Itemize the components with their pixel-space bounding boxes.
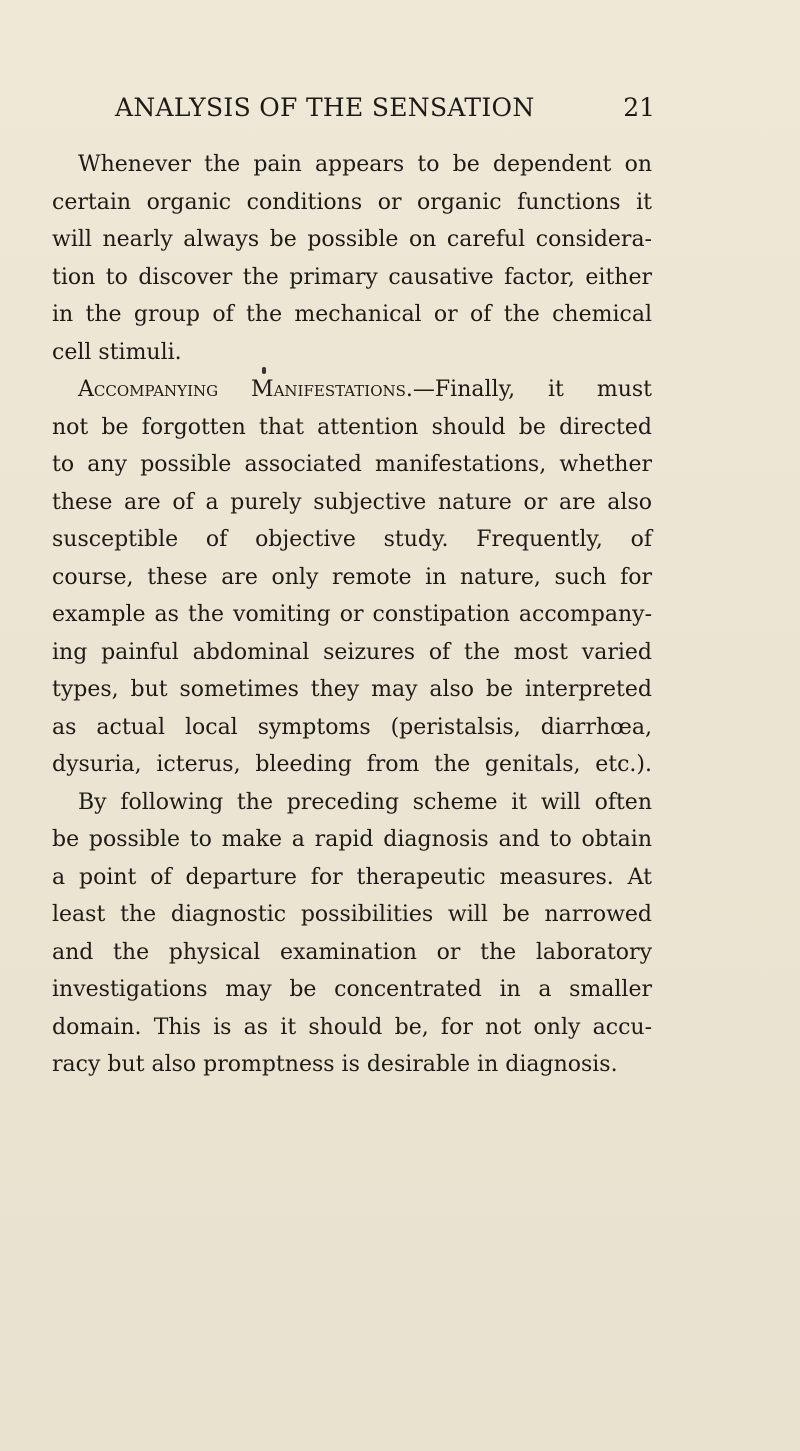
text-line: domain. This is as it should be, for not only accu- bbox=[52, 1014, 652, 1040]
text-line: certain organic conditions or organic functions it bbox=[52, 189, 652, 215]
body-text bbox=[52, 146, 652, 1084]
text-line: to any possible associated manifestations, whether bbox=[52, 452, 652, 477]
section-lead: —Finally, it must bbox=[412, 377, 653, 402]
page-number: 21 bbox=[623, 93, 655, 122]
text-line: least the diagnostic possibilities will be narrowed bbox=[52, 902, 652, 927]
text-line: ing painful abdominal seizures of the most varied bbox=[52, 639, 652, 665]
text-line: dysuria, icterus, bleeding from the genitals, etc.). bbox=[52, 752, 652, 777]
text-line: course, these are only remote in nature, such for bbox=[52, 564, 652, 590]
text-line: types, but sometimes they may also be interpreted bbox=[52, 677, 652, 702]
text-line: example as the vomiting or constipation accompany- bbox=[52, 602, 652, 627]
text-line: not be forgotten that attention should be directed bbox=[52, 414, 652, 440]
text-line: and the physical examination or the laboratory bbox=[52, 939, 652, 965]
text-line: cell stimuli. bbox=[52, 339, 182, 365]
text-line: a point of departure for therapeutic measures. At bbox=[52, 864, 652, 890]
section-heading-line bbox=[52, 371, 652, 409]
text-line: will nearly always be possible on careful considera- bbox=[52, 227, 652, 252]
text-line: these are of a purely subjective nature or are also bbox=[52, 489, 652, 515]
text-line: By following the preceding scheme it will often bbox=[78, 789, 652, 815]
text-line: investigations may be concentrated in a smaller bbox=[52, 977, 652, 1002]
section-heading: Accompanying Manifestations. bbox=[78, 377, 413, 402]
text-line: racy but also promptness is desirable in diagnosis. bbox=[52, 1052, 618, 1077]
text-line: tion to discover the primary causative factor, either bbox=[52, 264, 652, 290]
text-line: as actual local symptoms (peristalsis, diarrhœa, bbox=[52, 714, 652, 740]
running-head: ANALYSIS OF THE SENSATION bbox=[115, 93, 535, 122]
text-line: Whenever the pain appears to be dependent on bbox=[78, 152, 652, 177]
page-header bbox=[115, 88, 655, 128]
text-line: be possible to make a rapid diagnosis and to obtain bbox=[52, 827, 652, 852]
text-line: in the group of the mechanical or of the chemical bbox=[52, 302, 652, 327]
text-line: susceptible of objective study. Frequently, of bbox=[52, 527, 652, 552]
